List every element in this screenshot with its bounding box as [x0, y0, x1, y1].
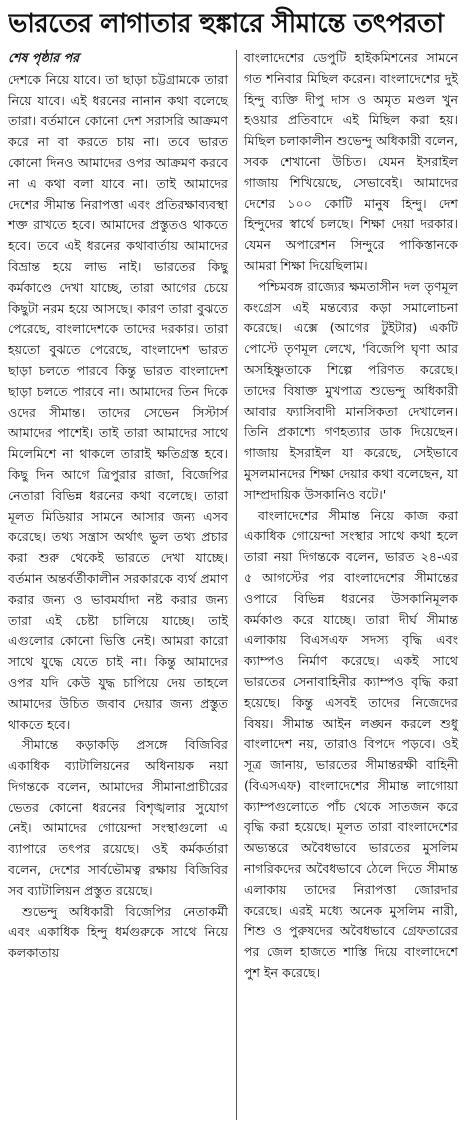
left-column — [8, 48, 228, 964]
paragraph: দেশকে নিয়ে যাবে। তা ছাড়া চট্টগ্রামকে তারা নিয়ে যাবে। এই ধরনের নানান কথা বলেছে তারা। বর্তমানে কোনো দেশ সরাসরি আক্রমণ করে না বা করতে চায় না। তবে ভারত কোনো দিনও আমাদের ওপর আক্রমণ করবে না এ কথা বলা যাবে না। তাই আমাদের দেশের সীমান্ত নিরাপত্তা এবং প্রতিরক্ষাব্যবস্থা শক্ত রাখতে হবে। আমাদের প্রস্তুতও থাকতে হবে। তবে এই ধরনের কথাবার্তায় আমাদের বিভ্রান্ত হয়ে লাভ নাই। ভারতের কিছু কর্মকাণ্ডে দেখা যাচ্ছে, তারা আগের চেয়ে কিছুটা নরম হয়ে আসছে। কারণ তারা বুঝতে পেরেছে, বাংলাদেশকে তাদের দরকার। তারা হয়তো বুঝতে পেরেছে, বাংলাদেশ ভারত ছাড়া চলতে পারবে কিন্তু ভারত বাংলাদেশ ছাড়া চলতে পারবে না। আমাদের তিন দিকে ওদের সীমান্ত। তাদের সেভেন সিস্টার্স আমাদের পাশেই। তাই তারা আমাদের সাথে মিলেমিশে না থাকলে তারাই ক্ষতিগ্রস্ত হবে। কিছু দিন আগে ত্রিপুরার রাজা, বিজেপির নেতারা বিভিন্ন ধরনের কথা বলেছে। তারা মূলত মিডিয়ার সামনে আসার জন্য এসব করেছে। তথ্য সন্ত্রাস অর্থাৎ ভুল তথ্য প্রচার করা শুরু থেকেই ভারতে দেখা যাচ্ছে। বর্তমান অন্তর্বর্তীকালীন সরকারকে ব্যর্থ প্রমাণ করার জন্য ও ভাবমর্যাদা নষ্ট করার জন্য তারা এই চেষ্টা চালিয়ে যাচ্ছে। তাই এগুলোর কোনো ভিত্তি নেই। আমরা কারো সাথে যুদ্ধে যেতে চাই না। কিন্তু আমাদের ওপর যদি কেউ যুদ্ধ চাপিয়ে দেয় তাহলে আমাদের উচিত জবাব দেয়ার জন্য প্রস্তুত থাকতে হবে। — [8, 71, 228, 732]
paragraph: বাংলাদেশের ডেপুটি হাইকমিশনের সামনে গত শনিবার মিছিল করেন। বাংলাদেশের দুই হিন্দু ব্যক্তি দীপু দাস ও অমৃত মণ্ডল খুন হওয়ার প্রতিবাদে এই মিছিল করা হয়। মিছিল চলাকালীন শুভেন্দু অধিকারী বলেন, সবক শেখানো উচিত। যেমন ইসরাইল গাজায় শিখিয়েছে, সেভাবেই। আমাদের দেশের ১০০ কোটি মানুষ হিন্দু। দেশ হিন্দুদের স্বার্থে চলছে। শিক্ষা দেয়া দরকার। যেমন অপারেশন সিন্দুরে পাকিস্তানকে আমরা শিক্ষা দিয়েছিলাম। — [244, 50, 458, 273]
right-column — [244, 48, 458, 984]
paragraph: সীমান্তে কড়াকড়ি প্রসঙ্গে বিজিবির একাধিক ব্যাটালিয়নের অধিনায়ক নয়া দিগন্তকে বলেন, আমাদের সীমানাপ্রাচীরের ভেতর কোনো ধরনের বিশৃঙ্খলার সুযোগ নেই। আমাদের গোয়েন্দা সংস্থাগুলো এ ব্যাপারে তৎপর রয়েছে। ওই কর্মকর্তারা বলেন, দেশের সার্বভৌমত্ব রক্ষায় বিজিবির সব ব্যাটালিয়ন প্রস্তুত রয়েছে। — [8, 737, 228, 898]
column-divider — [236, 50, 237, 1120]
continued-label: শেষ পৃষ্ঠার পর — [8, 50, 80, 65]
paragraph: শুভেন্দু অধিকারী বিজেপির নেতাকর্মী এবং একাধিক হিন্দু ধর্মগুরুকে সাথে নিয়ে কলকাতায় — [8, 903, 228, 961]
paragraph: বাংলাদেশের সীমান্ত নিয়ে কাজ করা একাধিক গোয়েন্দা সংস্থার সাথে কথা হলে তারা নয়া দিগন্তকে বলেন, ভারত ২৪-এর ৫ আগস্টের পর বাংলাদেশের সীমান্তের ওপারে বিভিন্ন ধরনের উসকানিমূলক কর্মকাণ্ড করে যাচ্ছে। তারা দীর্ঘ সীমান্ত এলাকায় বিএসএফ সদস্য বৃদ্ধি এবং ক্যাম্পও নির্মাণ করেছে। একই সাথে ভারতের সেনাবাহিনীর ক্যাম্পও বৃদ্ধি করা হয়েছে। কিন্তু এসবই তাদের নিজেদের বিষয়। সীমান্ত আইন লঙ্ঘন করলে শুধু বাংলাদেশ নয়, তারাও বিপদে পড়বে। ওই সূত্র জানায়, ভারতের সীমান্তরক্ষী বাহিনী (বিএসএফ) বাংলাদেশের সীমান্ত লাগোয়া ক্যাম্পগুলোতে পাঁচ থেকে সাতজন করে বৃদ্ধি করা হয়েছে। মূলত তারা বাংলাদেশের অভ্যন্তরে অবৈধভাবে ভারতের মুসলিম নাগরিকদের অবৈধভাবে ঠেলে দিতে সীমান্ত এলাকায় তাদের নিরাপত্তা জোরদার করেছে। এরই মধ্যে অনেক মুসলিম নারী, শিশু ও পুরুষদের অবৈধভাবে গ্রেফতারের পর জেল হাজতে শাস্তি দিয়ে বাংলাদেশে পুশ ইন করেছে। — [244, 507, 458, 981]
paragraph: পশ্চিমবঙ্গ রাজ্যের ক্ষমতাসীন দল তৃণমূল কংগ্রেস এই মন্তব্যের কড়া সমালোচনা করেছে। এক্সে (আগের টুইটার) একটি পোস্টে তৃণমূল লেখে, 'বিজেপি ঘৃণা আর অসহিষ্ণুতাকে শিল্পে পরিণত করেছে। তাদের বিষাক্ত মুখপাত্র শুভেন্দু অধিকারী আবার ফ্যাসিবাদী মানসিকতা দেখালেন। তিনি প্রকাশ্যে গণহত্যার ডাক দিয়েছেন। গাজায় ইসরাইল যা করেছে, সেইভাবে মুসলমানদের শিক্ষা দেয়ার কথা বলেছেন, যা সাম্প্রদায়িক উসকানিও বটে।' — [244, 278, 458, 502]
headline: ভারতের লাগাতার হুঙ্কারে সীমান্তে তৎপরতা — [8, 9, 444, 39]
